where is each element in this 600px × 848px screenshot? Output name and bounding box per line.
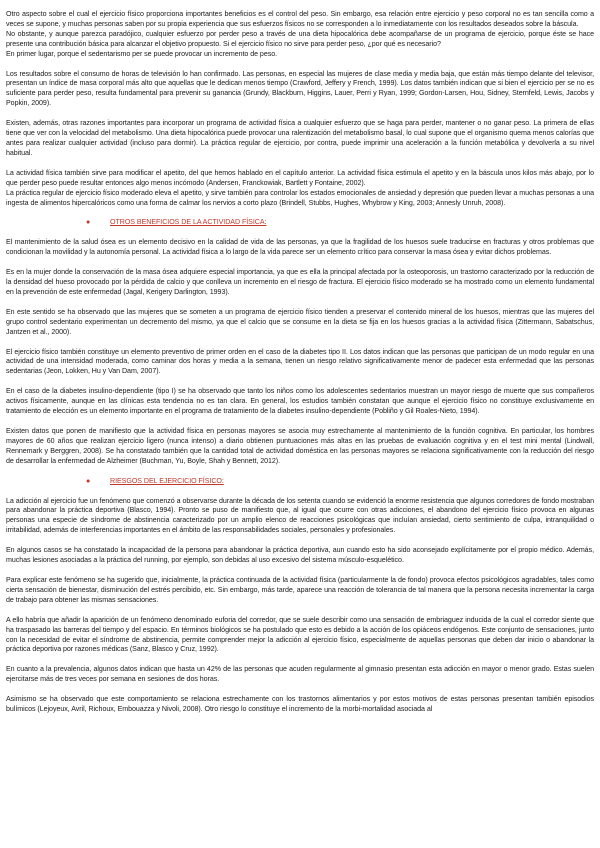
- section-heading-benefits: [6, 218, 594, 228]
- paragraph: La práctica regular de ejercicio físico moderado eleva el apetito, y sirve también para controlar los estados emocionales de ansiedad y depresión que pueden llevar a muchas personas a una ingesta de alimentos hipercalóricos como una forma de calmar los nervios a corto plazo (Brindell, Stubbs, Hughes, Whybrow y King, 2003; Annesly Unruh, 2008).: [6, 188, 594, 207]
- paragraph: En algunos casos se ha constatado la incapacidad de la persona para abandonar la práctica deportiva, aun cuando esto ha sido aconsejado explícitamente por el propio médico. Además, muchas lesiones asociadas a la práctica del running, por ejemplo, son debidas al uso excesivo del sistema músculo-esquelético.: [6, 546, 594, 565]
- paragraph: En cuanto a la prevalencia, algunos datos indican que hasta un 42% de las personas que acuden regularmente al gimnasio presentan esta adicción en mayor o menor grado. Estas suelen ejercitarse más de tres veces por semana en sesiones de dos horas.: [6, 665, 594, 684]
- paragraph: La adicción al ejercicio fue un fenómeno que comenzó a observarse durante la década de los setenta cuando se evidenció la enorme resistencia que algunos corredores de fondo mostraban para abandonar la práctica deportiva (Blasco, 1994). Pronto se puso de manifiesto que, al igual que ocurre con otras adicciones, el abandono del ejercicio físico provoca en algunas personas una especie de síndrome de abstinencia caracterizado por un amplio elenco de reacciones psicológicas que incluían ansiedad, cierto sentimiento de culpa, intranquilidad o irritabilidad, además de interferencias importantes en el ámbito de las responsabilidades sociales, personales y profesionales.: [6, 496, 594, 535]
- paragraph: El mantenimiento de la salud ósea es un elemento decisivo en la calidad de vida de las personas, ya que la fragilidad de los huesos suele traducirse en fracturas y otros problemas que condicionan la movilidad y la autonomía personal. La actividad física a lo largo de la vida parece ser un elemento crítico para conservar la masa ósea y evitar dichos problemas.: [6, 238, 594, 257]
- paragraph: No obstante, y aunque parezca paradójico, cualquier esfuerzo por perder peso a través de una dieta hipocalórica debe acompañarse de un programa de ejercicio, porque éste se hace presente una contribución básica para alcanzar el objetivo propuesto. Si el ejercicio físico no sirve para perder peso, ¿por qué es necesario?: [6, 29, 594, 48]
- paragraph: Los resultados sobre el consumo de horas de televisión lo han confirmado. Las personas, en especial las mujeres de clase media y media baja, que están más tiempo delante del televisor, presentan un índice de masa corporal más alto que aquellas que le dedican menos tiempo (Crawford, Jeffery y French, 1999). Los datos también indican que si bien el ejercicio per se no es suficiente para perder peso, resulta fundamental para prevenir su ganancia (Grundy, Blackburn, Higgins, Lauer, Perri y Ryan, 1999; Gordon-Larsen, Hou, Sidney, Sternfeld, Lewis, Jacobs y Popkin, 2009).: [6, 69, 594, 108]
- bullet-icon: ●: [86, 476, 91, 485]
- paragraph: Asimismo se ha observado que este comportamiento se relaciona estrechamente con los trastornos alimentarios y por estos motivos de estas personas presentan también episodios bulímicos (Lejoyeux, Avril, Richoux, Embouazza y Nivoli, 2008). Otro riesgo lo constituye el incremento de la morbi-mortalidad asociada al: [6, 695, 594, 714]
- section-heading-text: OTROS BENEFICIOS DE LA ACTIVIDAD FÍSICA:: [110, 218, 267, 227]
- section-heading-text: RIESGOS DEL EJERCICIO FÍSICO:: [110, 476, 224, 485]
- paragraph: Existen, además, otras razones importantes para incorporar un programa de actividad física a cualquier esfuerzo que se haga para perder, mantener o no ganar peso. La primera de ellas tiene que ver con la velocidad del metabolismo. Una dieta hipocalórica puede provocar una ralentización del metabolismo basal, lo cual supone que el organismo quema menos calorías que antes para realizar cualquier actividad (incluso para dormir). La práctica regular de ejercicio, por contra, puede imprimir una aceleración a la función metabólica y devolverla a su nivel habitual.: [6, 119, 594, 157]
- paragraph: El ejercicio físico también constituye un elemento preventivo de primer orden en el caso de la diabetes tipo II. Los datos indican que las personas que participan de un modo regular en una actividad de una intensidad moderada, como caminar dos horas y media a la semana, tienen un riesgo relativo significativamente menor de padecer esta enfermedad que las personas sedentarias (Jeon, Lokken, Hu y Van Dam, 2007).: [6, 347, 594, 376]
- paragraph: En este sentido se ha observado que las mujeres que se someten a un programa de ejercicio físico tienden a preservar el contenido mineral de los huesos, mientras que las mujeres del grupo control sedentario experimentan un decremento del mismo, ya que el calcio que se consume en la dieta se fija en los huesos gracias a la actividad física (Zittermann, Sabatschus, Jantzen et al., 2000).: [6, 307, 594, 336]
- bullet-icon: ●: [86, 218, 91, 227]
- paragraph: Otro aspecto sobre el cual el ejercicio físico proporciona importantes beneficios es el control del peso. Sin embargo, esa relación entre ejercicio y peso corporal no es tan sencilla como a veces se supone, y muchas personas saben por su propia experiencia que sus esfuerzos físicos no se corresponden a lo inmediatamente con los resultados deseados sobre la báscula.: [6, 10, 594, 28]
- paragraph: Es en la mujer donde la conservación de la masa ósea adquiere especial importancia, ya que es ella la principal afectada por la osteoporosis, un trastorno caracterizado por la reducción de la densidad del hueso provocado por la pérdida de calcio y que conlleva un incremento en el riesgo de fractura. El ejercicio físico moderado se ha mostrado como un elemento fundamental en la prevención de este enfermedad (Jagal, Kerigery Darlington, 1993).: [6, 268, 594, 296]
- paragraph: En primer lugar, porque el sedentarismo per se puede provocar un incremento de peso.: [6, 49, 278, 58]
- paragraph: La actividad física también sirve para modificar el apetito, del que hemos hablado en el capítulo anterior. La actividad física estimula el apetito y en la báscula unos kilos más abajo, por lo que perder peso puede resultar entonces algo menos incómodo (Andersen, Franckowiak, Bartlett y Fontaine, 2002).: [6, 168, 594, 187]
- paragraph: Existen datos que ponen de manifiesto que la actividad física en personas mayores se asocia muy estrechamente al mantenimiento de la función cognitiva. En particular, los hombres mayores de 60 años que realizan ejercicio ligero (nunca intenso) a diario obtienen puntuaciones más altas en las pruebas de evaluación cognitiva y en el test mini mental (Lindwall, Rennemark y Berggren, 2008). Se ha constatado también que la cantidad total de actividad doméstica en las personas mayores se relaciona significativamente con la reducción del riesgo de desarrollar la enfermedad de Alzheimer (Buchman, Yu, Boyle, Shah y Bennett, 2012).: [6, 427, 594, 465]
- paragraph: En el caso de la diabetes insulino-dependiente (tipo I) se ha observado que tanto los niños como los adolescentes sedentarios muestran un mayor riesgo de muerte que sus compañeros activos físicamente, aunque en las clínicas esta tendencia no es tan clara. En general, los estudios también constatan que aunque el ejercicio físico no constituye exclusivamente en tratamiento de elección es un elemento importante en el programa de tratamiento de la diabetes insulino-dependiente (Pobliño y Gil Roales-Nieto, 1994).: [6, 387, 594, 416]
- paragraph: Para explicar este fenómeno se ha sugerido que, inicialmente, la práctica continuada de la actividad física (particularmente la de fondo) provoca efectos psicológicos agradables, tales como cierta sensación de bienestar, disminución del estrés percibido, etc. Sin embargo, más tarde, aparece una reacción de tolerancia de tal manera que la persona necesita incrementar la carga de trabajo para obtener las mismas sensaciones.: [6, 575, 594, 604]
- section-heading-risks: [6, 477, 594, 487]
- paragraph: A ello habría que añadir la aparición de un fenómeno denominado euforia del corredor, que se suele describir como una sensación de embriaguez inducida de la cual el corredor siente que ha traspasado las barreras del tiempo y del espacio. En términos biológicos se ha postulado que esto es debido a la acción de los opiáceos endógenos. Este conjunto de sensaciones, junto con la necesidad de evitar el síndrome de abstinencia, permite comprender mejor la adicción al ejercicio físico, especialmente de aquellas personas que deben dar inicio o abandonar la práctica deportiva por razones médicas (Sanz, Blasco y Cruz, 1992).: [6, 615, 594, 654]
